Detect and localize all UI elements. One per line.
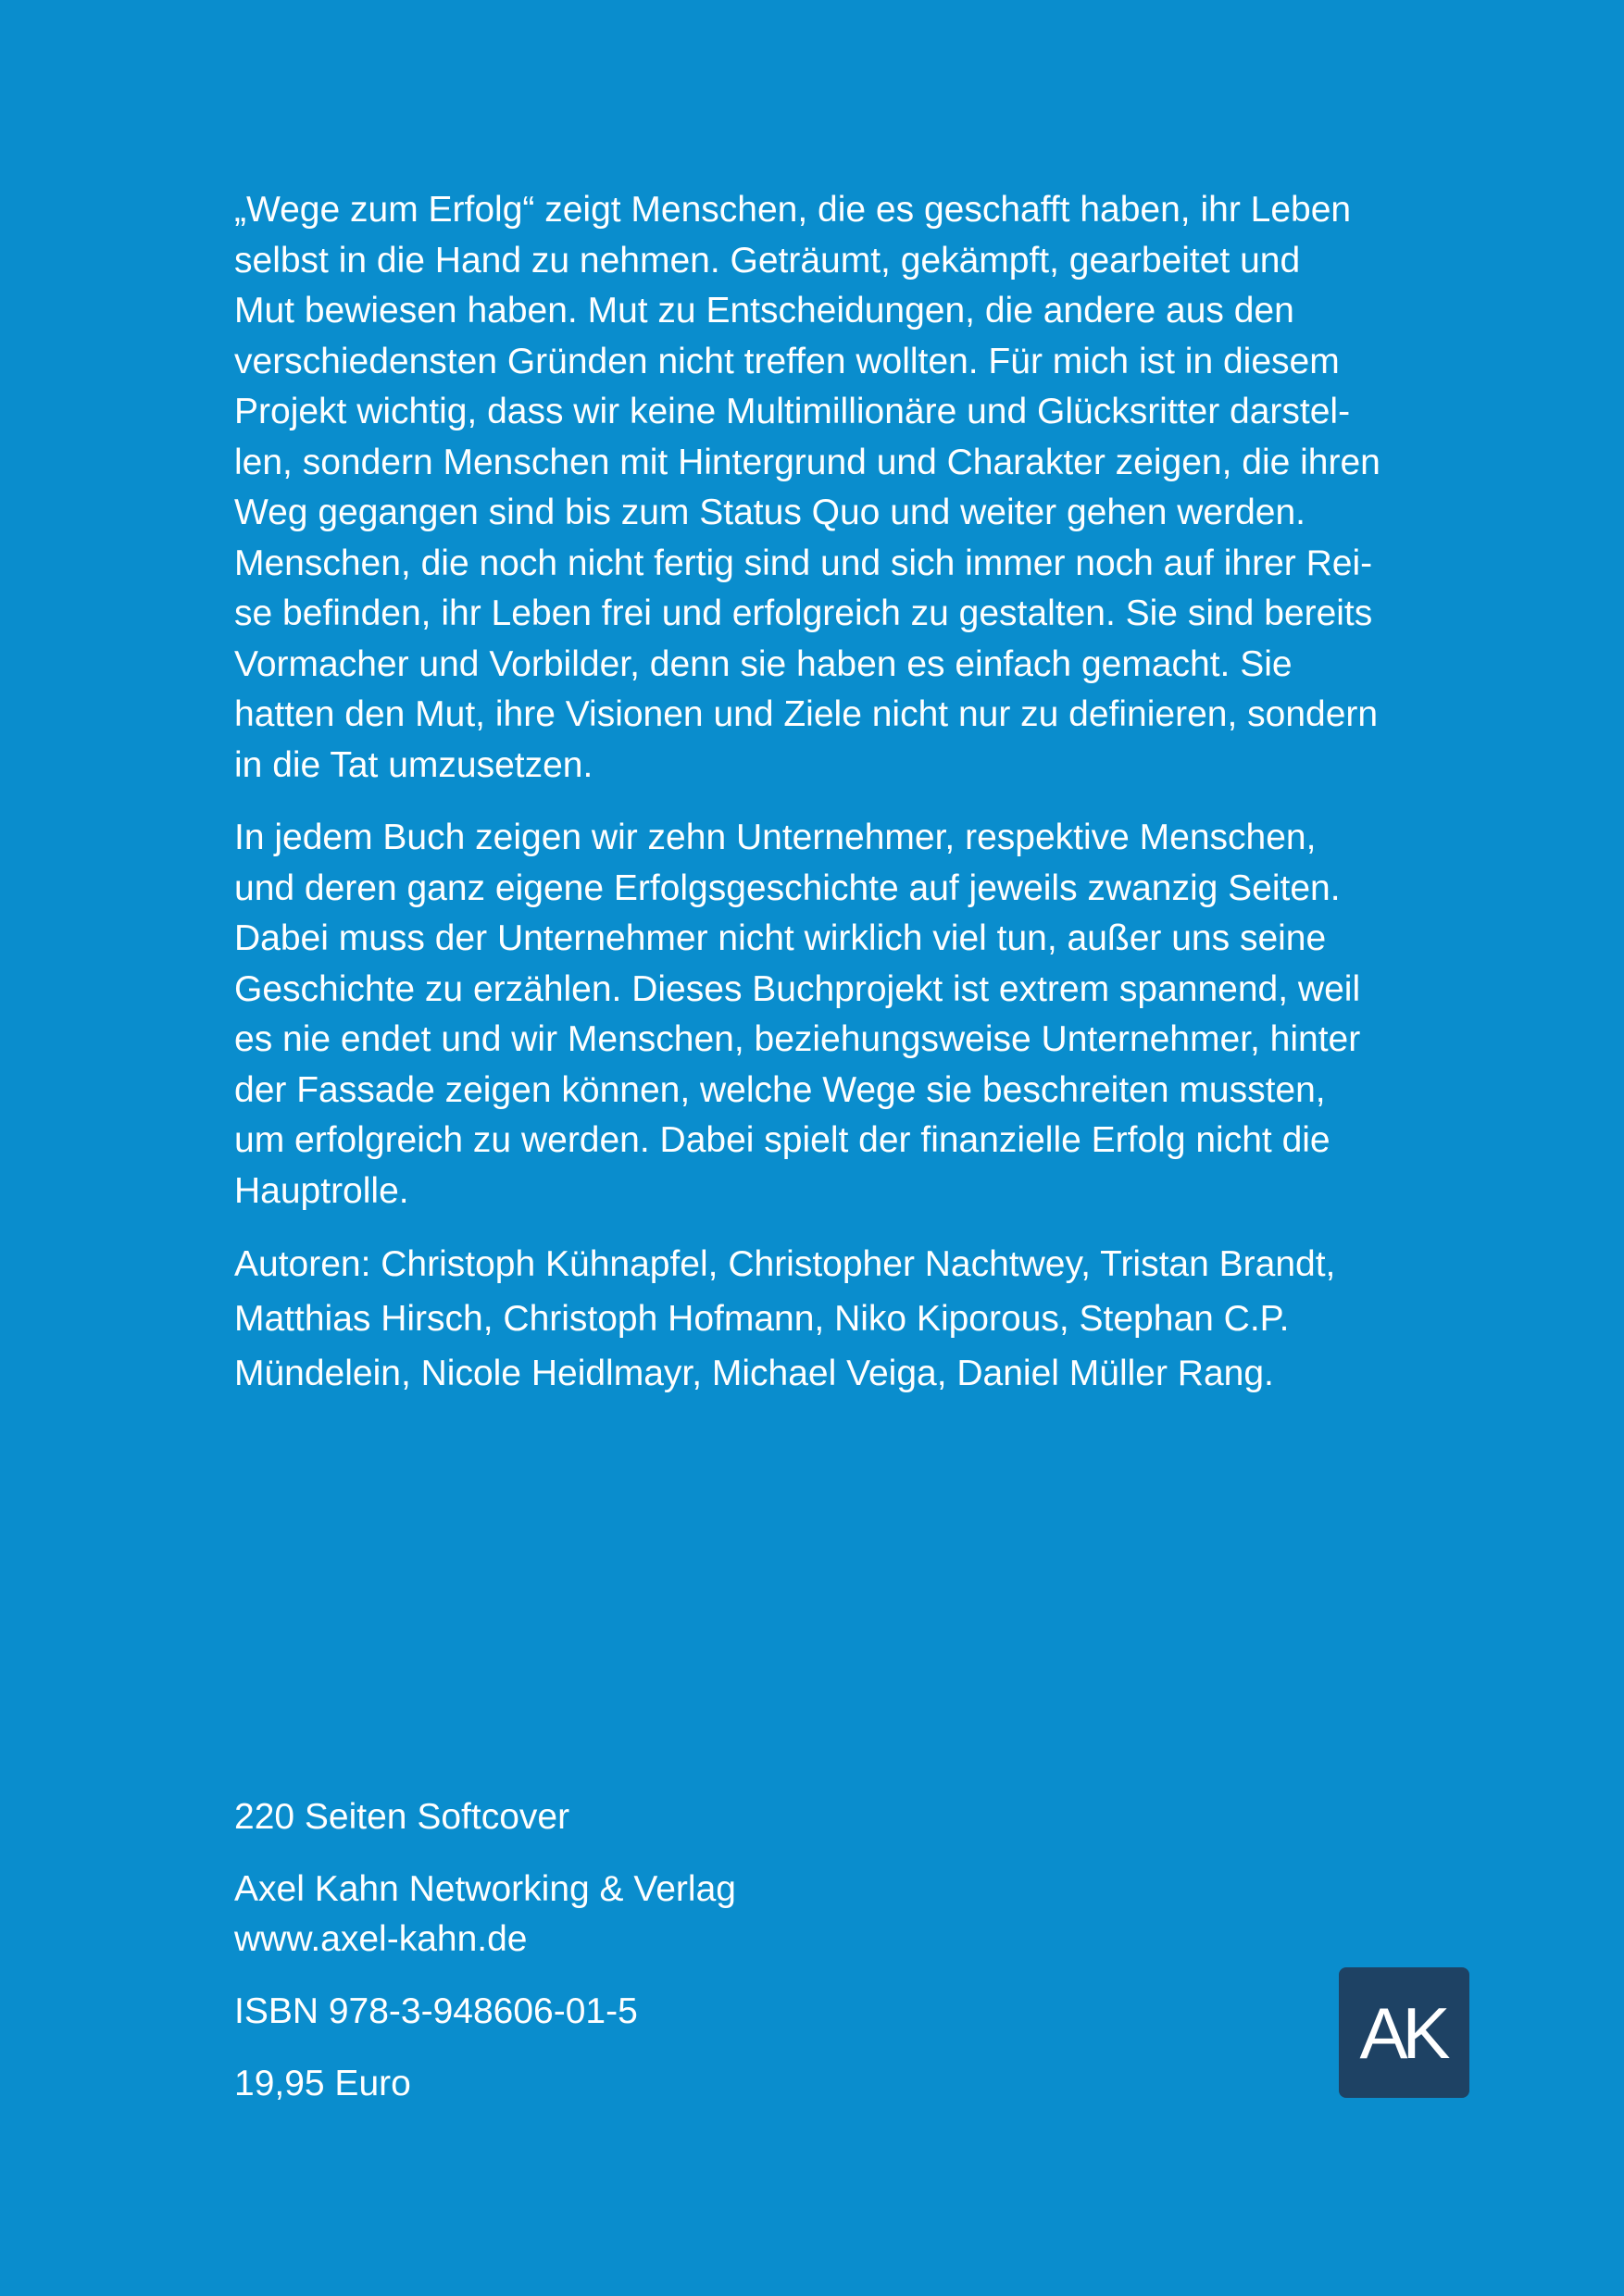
authors-line: Autoren: Christoph Kühnapfel, Christopher Nachtwey, Tristan Brandt, bbox=[234, 1244, 1336, 1284]
logo-text: AK bbox=[1359, 1991, 1445, 2074]
text-line: hatten den Mut, ihre Visionen und Ziele nicht nur zu definieren, sondern bbox=[234, 694, 1379, 734]
blurb-paragraph-2 bbox=[234, 813, 1475, 1217]
isbn bbox=[234, 1987, 1068, 2037]
page-count-text: 220 Seiten Softcover bbox=[234, 1797, 570, 1837]
authors-list bbox=[234, 1237, 1475, 1401]
text-line: „Wege zum Erfolg“ zeigt Menschen, die es geschafft haben, ihr Leben bbox=[234, 190, 1352, 230]
publisher-logo bbox=[1339, 1967, 1469, 2098]
text-line: und deren ganz eigene Erfolgsgeschichte auf jeweils zwanzig Seiten. bbox=[234, 867, 1341, 908]
price bbox=[234, 2059, 1068, 2109]
text-line: Geschichte zu erzählen. Dieses Buchprojekt ist extrem spannend, weil bbox=[234, 968, 1361, 1009]
text-line: in die Tat umzusetzen. bbox=[234, 744, 593, 785]
text-line: Projekt wichtig, dass wir keine Multimillionäre und Glücksritter darstel- bbox=[234, 392, 1351, 431]
publisher-website: www.axel-kahn.de bbox=[234, 1919, 528, 1959]
authors-line: Mündelein, Nicole Heidlmayr, Michael Veiga, Daniel Müller Rang. bbox=[234, 1354, 1274, 1393]
text-line: Mut bewiesen haben. Mut zu Entscheidungen, die andere aus den bbox=[234, 291, 1294, 331]
text-line: In jedem Buch zeigen wir zehn Unternehmer, respektive Menschen, bbox=[234, 817, 1317, 857]
text-line: verschiedensten Gründen nicht treffen wollten. Für mich ist in diesem bbox=[234, 341, 1340, 381]
text-line: len, sondern Menschen mit Hintergrund und Charakter zeigen, die ihren bbox=[234, 442, 1380, 482]
text-line: Weg gegangen sind bis zum Status Quo und weiter gehen werden. bbox=[234, 493, 1306, 532]
publisher-name: Axel Kahn Networking & Verlag bbox=[234, 1869, 736, 1909]
publisher-block bbox=[234, 1865, 1068, 1965]
blurb-paragraph-1 bbox=[234, 185, 1475, 791]
text-line: der Fassade zeigen können, welche Wege sie beschreiten mussten, bbox=[234, 1069, 1326, 1110]
price-text: 19,95 Euro bbox=[234, 2064, 411, 2103]
authors-line: Matthias Hirsch, Christoph Hofmann, Niko Kiporous, Stephan C.P. bbox=[234, 1299, 1290, 1339]
text-line: selbst in die Hand zu nehmen. Geträumt, gekämpft, gearbeitet und bbox=[234, 240, 1301, 281]
blurb-text bbox=[234, 185, 1475, 1239]
book-info bbox=[234, 1792, 1068, 2131]
text-line: se befinden, ihr Leben frei und erfolgreich zu gestalten. Sie sind bereits bbox=[234, 593, 1373, 633]
text-line: Hauptrolle. bbox=[234, 1170, 409, 1211]
text-line: Dabei muss der Unternehmer nicht wirklich viel tun, außer uns seine bbox=[234, 918, 1327, 958]
text-line: Vormacher und Vorbilder, denn sie haben es einfach gemacht. Sie bbox=[234, 643, 1293, 684]
text-line: um erfolgreich zu werden. Dabei spielt der finanzielle Erfolg nicht die bbox=[234, 1120, 1330, 1160]
text-line: Menschen, die noch nicht fertig sind und sich immer noch auf ihrer Rei- bbox=[234, 543, 1373, 583]
page-count bbox=[234, 1792, 1068, 1842]
isbn-text: ISBN 978-3-948606-01-5 bbox=[234, 1991, 638, 2031]
text-line: es nie endet und wir Menschen, beziehungsweise Unternehmer, hinter bbox=[234, 1019, 1361, 1059]
